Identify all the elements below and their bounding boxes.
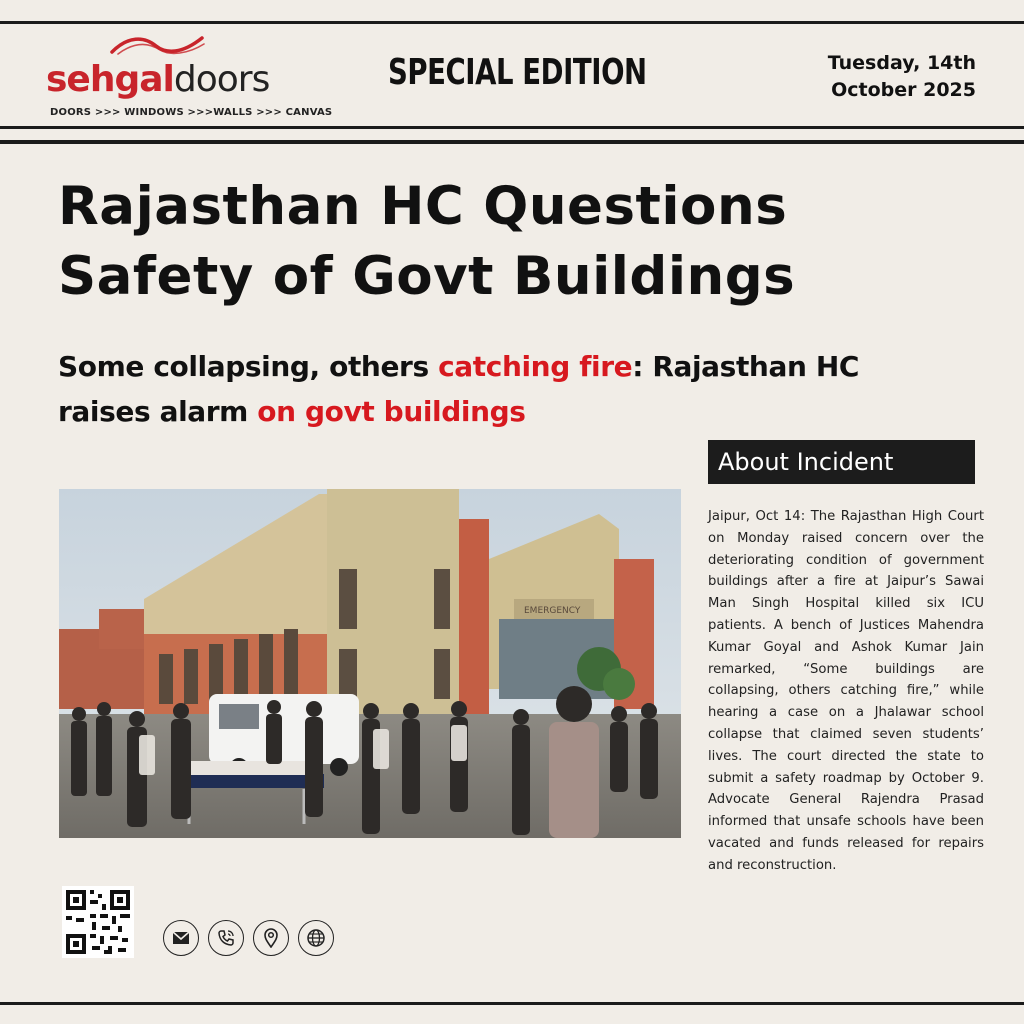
article-body: Jaipur, Oct 14: The Rajasthan High Court on Monday raised concern over the deteriorating condition of government buildings after a fire at Jaipur’s Sawai Man Singh Hospital killed six ICU patients. A bench of Justices Mahendra Kumar Goyal and Ashok Kumar Jain remarked, “Some buildings are collapsing, others catching fire,” while hearing a case on a Jhalawar school collapse that claimed seven students’ lives. The court directed the state to submit a safety roadmap by October 9. Advocate General Rajendra Prasad informed that unsafe schools have been vacated and funds released for repairs and reconstruction. <box>708 509 984 873</box>
headline-line-1: Rajasthan HC Questions <box>58 176 788 237</box>
date-line-2: October 2025 <box>831 79 976 101</box>
emergency-sign: EMERGENCY <box>524 606 581 616</box>
about-incident-heading: About Incident <box>708 440 975 484</box>
subhead-part-3: : Rajasthan HC raises alarm <box>58 350 860 428</box>
bottom-rule <box>0 1002 1024 1005</box>
logo-word-doors: doors <box>173 59 270 100</box>
phone-icon[interactable] <box>208 920 244 956</box>
logo-swoosh-icon <box>104 34 214 58</box>
logo-wordmark <box>46 59 270 100</box>
contact-icons <box>163 920 334 956</box>
logo-tagline: DOORS >>> WINDOWS >>>WALLS >>> CANVAS <box>50 107 333 118</box>
qr-code[interactable] <box>62 886 134 958</box>
brand-logo[interactable] <box>46 34 333 124</box>
hospital-scene-image <box>59 489 681 838</box>
news-photo <box>59 489 681 838</box>
date-line-1: Tuesday, 14th <box>827 52 976 74</box>
location-icon[interactable] <box>253 920 289 956</box>
mail-icon[interactable] <box>163 920 199 956</box>
masthead <box>0 24 1024 128</box>
headline <box>58 172 958 312</box>
edition-date <box>828 50 976 104</box>
masthead-rule-2 <box>0 140 1024 144</box>
edition-title: SPECIAL EDITION <box>388 52 647 93</box>
subheadline <box>58 344 918 434</box>
subhead-highlight-2: on govt buildings <box>257 395 526 428</box>
headline-line-2: Safety of Govt Buildings <box>58 246 796 307</box>
subhead-part-1: Some collapsing, others <box>58 350 439 383</box>
logo-word-sehgal: sehgal <box>46 59 174 100</box>
qr-code-icon <box>62 886 134 958</box>
subhead-highlight-1: catching fire <box>438 350 633 383</box>
globe-icon[interactable] <box>298 920 334 956</box>
